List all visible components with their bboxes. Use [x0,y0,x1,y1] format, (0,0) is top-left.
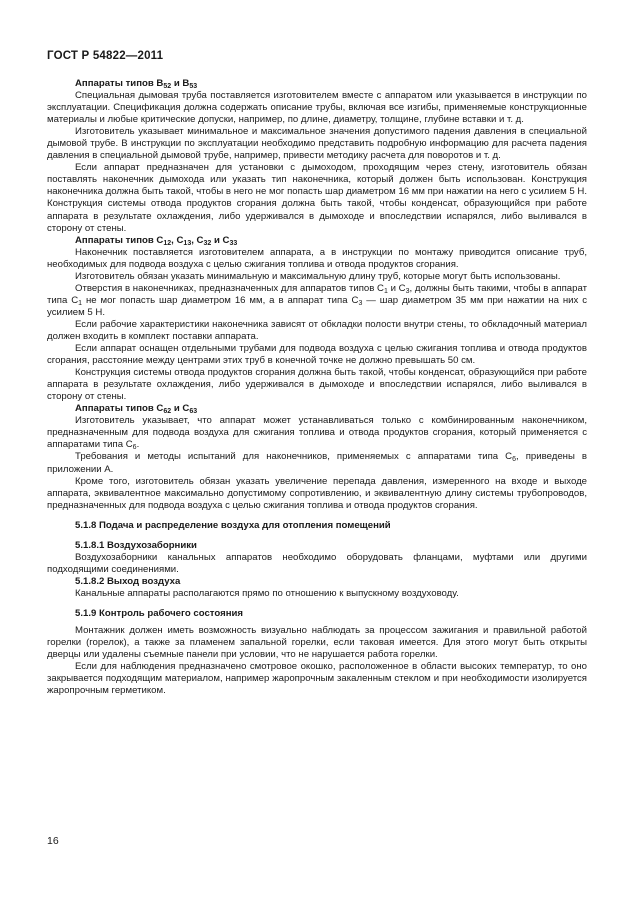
paragraph: Специальная дымовая труба поставляется изготовителем вместе с аппаратом или указывается в инструкции по эксплуатации. Спецификация должна содержать описание трубы, включая все изгибы, применяемые конструкционные материалы и любые критические допуски, например, по длине, диаметру, толщине, глубине вставки и т. д. [47,90,587,126]
heading-c62-c63: Аппараты типов $C_{62}$ и $C_{63}$ [75,403,198,416]
paragraph: Монтажник должен иметь возможность визуально наблюдать за процессом зажигания и правильной работой горелки (горелок), а также за пламенем запальной горелки, если таковая имеется. Для этого могут быть открыты дверцы или удалены съемные панели при условии, что не нарушается работа горелки. [47,625,587,661]
paragraph: Изготовитель указывает минимальное и максимальное значения допустимого падения давления в специальной дымовой трубе. В инструкции по эксплуатации необходимо представить подробную информацию для расчета падения давления в специальной дымовой трубе, например, привести методику расчета для поворотов и т. д. [47,126,587,162]
paragraph: Воздухозаборники канальных аппаратов необходимо оборудовать фланцами, муфтами или другими подходящими соединениями. [47,551,587,575]
paragraph: Конструкция системы отвода продуктов сгорания должна быть такой, чтобы конденсат, образующийся при работе аппарата в результате охлаждения, либо удерживался в дымоходе и впоследствии испарялся, либо выливался в сторону от стены. [47,367,587,403]
paragraph: Изготовитель указывает, что аппарат может устанавливаться только с комбинированным наконечником, предназначенным для подвода воздуха для сжигания топлива и отвода продуктов сгорания, который применяется с аппаратами типа $C_6$. [47,415,587,452]
paragraph: Требования и методы испытаний для наконечников, применяемых с аппаратами типа $C_6$, приведены в приложении А. [47,451,587,475]
paragraph: Отверстия в наконечниках, предназначенных для аппаратов типов $C_1$ и $C_3$, должны быть такими, чтобы в аппарат типа $C_1$ не мог попасть шар диаметром 16 мм, а в аппарат типа $C_3$ — шар диаметром 35 мм при нажатии на них с усилием 5 Н. [47,282,587,318]
section-5-1-9-title: 5.1.9 Контроль рабочего состояния [75,607,243,619]
paragraph: Если для наблюдения предназначено смотровое окошко, расположенное в области высоких температур, то оно закрывается подходящим материалом, например жаропрочным закаленным стеклом и при необходимости изолируется жаропрочным герметиком. [47,661,587,697]
standard-header: ГОСТ Р 54822—2011 [47,50,164,62]
section-5-1-8-title: 5.1.8 Подача и распределение воздуха для отопления помещений [75,519,391,531]
paragraph: Если аппарат предназначен для установки с дымоходом, проходящим через стену, изготовитель обязан поставлять наконечник дымохода или указать тип наконечника, который должен быть использован. Конструкция наконечника должна быть такой, чтобы в него не мог попасть шар диаметром 16 мм при нажатии на него с усилием 5 Н. Конструкция системы отвода продуктов сгорания должна быть такой, чтобы конденсат, образующийся при работе аппарата в результате охлаждения, либо удерживался в дымоходе и впоследствии испарялся, либо выливался в сторону от стены. [47,162,587,234]
paragraph: Кроме того, изготовитель обязан указать увеличение перепада давления, измеренного на входе и выходе аппарата, эквивалентное максимально допустимому сопротивлению, и эквивалентную длину системы трубопроводов, предназначенных для подвода воздуха с целью сжигания топлива и отвода продуктов сгорания. [47,475,587,511]
paragraph: Изготовитель обязан указать минимальную и максимальную длину труб, которые могут быть использованы. [75,270,561,282]
heading-b52-b53: Аппараты типов $B_{52}$ и $B_{53}$ [75,78,198,90]
section-5-1-8-1-title: 5.1.8.1 Воздухозаборники [75,539,197,551]
page-number: 16 [47,835,59,847]
section-5-1-8-2-title: 5.1.8.2 Выход воздуха [75,575,181,587]
heading-c12-c33: Аппараты типов $C_{12}$, $C_{13}$, $C_{32}$ и $C_{33}$ [75,234,238,247]
paragraph: Канальные аппараты располагаются прямо по отношению к выпускному воздуховоду. [75,587,459,599]
paragraph: Наконечник поставляется изготовителем аппарата, а в инструкции по монтажу приводится описание труб, необходимых для подвода воздуха с целью сжигания топлива и отвода продуктов сгорания. [47,246,587,270]
page-content [47,78,587,697]
paragraph: Если аппарат оснащен отдельными трубами для подвода воздуха с целью сжигания топлива и отвода продуктов сгорания, расстояние между центрами этих труб в конечной точке не должно превышать 50 см. [47,343,587,367]
paragraph: Если рабочие характеристики наконечника зависят от обкладки полости внутри стены, то обкладочный материал должен входить в комплект поставки аппарата. [47,318,587,342]
